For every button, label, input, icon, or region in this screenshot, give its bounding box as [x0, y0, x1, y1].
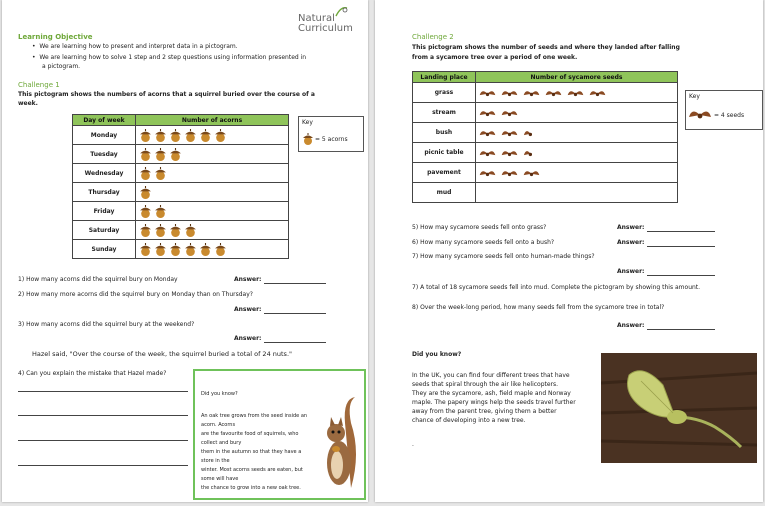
half-sycamore-seed-icon	[523, 128, 532, 138]
day-cell: Monday	[73, 126, 136, 145]
acorn-icon	[139, 186, 152, 199]
question-5: 5) How may sycamore seeds fell onto grass?	[412, 224, 547, 231]
question-6-answer-line[interactable]	[647, 246, 715, 247]
question-8-answer-label: Answer:	[617, 322, 645, 329]
sycamore-seed-icon	[501, 108, 518, 118]
column-header-landing-place: Landing place	[413, 72, 476, 83]
sycamore-table-row	[413, 123, 678, 143]
acorn-table-row	[73, 221, 289, 240]
sycamore-table-row	[413, 183, 678, 203]
acorn-icon	[154, 243, 167, 256]
sycamore-seed-photo	[601, 353, 757, 463]
question-4: 4) Can you explain the mistake that Hazel made?	[18, 370, 167, 377]
question-7-mud: 7) A total of 18 sycamore seeds fell into mud. Complete the pictogram by showing this amount.	[412, 284, 701, 291]
acorn-key-value: = 5 acorns	[315, 136, 348, 143]
acorn-icons-cell	[136, 183, 289, 202]
seed-icons-cell	[476, 103, 678, 123]
did-you-know-oak-text: An oak tree grows from the seed inside an acorn. Acorns are the favourite food of squirrels, who collect and bury them in the autumn so that they have a store in the winter. Most acorns seeds are eaten, but some will have the chance to grow into a new oak tree.	[201, 413, 308, 491]
acorn-icon	[214, 129, 227, 142]
question-2-answer-line[interactable]	[264, 313, 326, 314]
sycamore-seed-icon	[567, 88, 584, 98]
did-you-know-oak-box	[193, 369, 366, 500]
acorn-icon	[184, 129, 197, 142]
left-worksheet-page	[2, 0, 368, 502]
acorn-key-icon	[302, 133, 314, 145]
question-8: 8) Over the week-long period, how many seeds fell from the sycamore tree in total?	[412, 304, 665, 311]
acorn-table-row	[73, 164, 289, 183]
challenge-1-intro-line2: week.	[18, 100, 38, 107]
question-2-answer-label: Answer:	[234, 306, 262, 313]
learning-objective-heading: Learning Objective	[18, 33, 93, 41]
landing-place-cell: mud	[413, 183, 476, 203]
question-2: 2) How many more acorns did the squirrel bury on Monday than on Thursday?	[18, 291, 253, 298]
sycamore-table-row	[413, 163, 678, 183]
landing-place-cell: picnic table	[413, 143, 476, 163]
objective-bullet-1: • We are learning how to present and interpret data in a pictogram.	[32, 43, 238, 50]
seed-key-icon	[688, 107, 712, 121]
seed-key-value: = 4 seeds	[714, 112, 745, 119]
question-5-answer-label: Answer:	[617, 224, 645, 231]
acorn-icon	[139, 224, 152, 237]
acorn-icons-cell	[136, 202, 289, 221]
question-4-answer-line-4[interactable]	[18, 465, 188, 466]
challenge-2-intro-line1: This pictogram shows the number of seeds and where they landed after falling	[412, 44, 680, 51]
acorn-table-row	[73, 145, 289, 164]
question-7-answer-line[interactable]	[647, 275, 715, 276]
sycamore-table-row	[413, 143, 678, 163]
sycamore-table-row	[413, 83, 678, 103]
squirrel-image	[321, 393, 361, 493]
sycamore-seed-icon	[523, 168, 540, 178]
logo-line-natural: Natural	[298, 13, 335, 24]
acorn-key-title: Key	[302, 119, 313, 126]
acorn-table-row	[73, 183, 289, 202]
landing-place-cell: bush	[413, 123, 476, 143]
acorn-icons-cell	[136, 126, 289, 145]
acorn-icon	[139, 129, 152, 142]
right-worksheet-page	[375, 0, 763, 502]
acorn-icon	[154, 167, 167, 180]
column-header-sycamore-seeds: Number of sycamore seeds	[476, 72, 678, 83]
question-8-answer-line[interactable]	[647, 329, 715, 330]
challenge-2-intro-line2: from a sycamore tree over a period of one week.	[412, 54, 578, 61]
seed-icons-cell	[476, 143, 678, 163]
question-6-answer-label: Answer:	[617, 239, 645, 246]
acorn-icons-cell	[136, 240, 289, 259]
acorn-table-row	[73, 126, 289, 145]
sycamore-seed-icon	[523, 88, 540, 98]
acorn-icon	[184, 243, 197, 256]
acorn-icon	[154, 205, 167, 218]
acorn-icon	[154, 148, 167, 161]
day-cell: Friday	[73, 202, 136, 221]
trailing-dot: .	[412, 441, 414, 448]
question-7: 7) How many sycamore seeds fell onto human-made things?	[412, 253, 595, 260]
landing-place-cell: stream	[413, 103, 476, 123]
challenge-1-intro-line1: This pictogram shows the numbers of acorns that a squirrel buried over the course of a	[18, 91, 315, 98]
seed-key-box	[685, 90, 763, 130]
day-cell: Thursday	[73, 183, 136, 202]
question-7-answer-label: Answer:	[617, 268, 645, 275]
acorn-table-row	[73, 240, 289, 259]
sycamore-seed-icon	[501, 128, 518, 138]
acorn-icon	[184, 224, 197, 237]
acorn-table-row	[73, 202, 289, 221]
sycamore-seed-icon	[479, 128, 496, 138]
seed-icons-cell	[476, 123, 678, 143]
day-cell: Sunday	[73, 240, 136, 259]
sycamore-seed-icon	[545, 88, 562, 98]
question-5-answer-line[interactable]	[647, 231, 715, 232]
question-4-answer-line-1[interactable]	[18, 391, 188, 392]
acorn-icons-cell	[136, 145, 289, 164]
day-cell: Wednesday	[73, 164, 136, 183]
challenge-1-heading: Challenge 1	[18, 81, 60, 89]
logo-line-curriculum: Curriculum	[298, 23, 353, 34]
half-sycamore-seed-icon	[523, 148, 532, 158]
landing-place-cell: pavement	[413, 163, 476, 183]
sycamore-seed-icon	[479, 88, 496, 98]
column-header-acorns: Number of acorns	[136, 115, 289, 126]
column-header-day: Day of week	[73, 115, 136, 126]
acorn-icon	[169, 148, 182, 161]
question-4-answer-line-3[interactable]	[18, 440, 188, 441]
acorn-icon	[199, 243, 212, 256]
seed-icons-cell	[476, 163, 678, 183]
question-4-answer-line-2[interactable]	[18, 415, 188, 416]
sycamore-pictogram-table	[412, 71, 678, 203]
acorn-icons-cell	[136, 164, 289, 183]
question-3-answer-line[interactable]	[264, 342, 326, 343]
sycamore-seed-icon	[501, 148, 518, 158]
acorn-icons-cell	[136, 221, 289, 240]
acorn-pictogram-table	[72, 114, 289, 259]
did-you-know-sycamore-text: In the UK, you can find four different trees that have seeds that spiral through the air like helicopters. They are the sycamore, ash, field maple and Norway maple. The papery wings help the seeds travel further away from the parent tree, giving them a better chance of developing into a new tree.	[412, 372, 576, 424]
day-cell: Saturday	[73, 221, 136, 240]
acorn-icon	[139, 243, 152, 256]
sycamore-table-row	[413, 103, 678, 123]
acorn-icon	[139, 167, 152, 180]
seed-key-title: Key	[689, 93, 700, 100]
acorn-icon	[154, 129, 167, 142]
acorn-icon	[139, 148, 152, 161]
sycamore-seed-icon	[589, 88, 606, 98]
did-you-know-sycamore-title: Did you know?	[412, 351, 462, 358]
acorn-icon	[154, 224, 167, 237]
did-you-know-oak-title: Did you know?	[201, 391, 238, 397]
objective-bullet-2: • We are learning how to solve 1 step and 2 step questions using information presented in	[32, 54, 307, 61]
sycamore-seed-icon	[501, 88, 518, 98]
acorn-icon	[214, 243, 227, 256]
question-3-answer-label: Answer:	[234, 335, 262, 342]
challenge-2-heading: Challenge 2	[412, 33, 454, 41]
sycamore-seed-icon	[479, 168, 496, 178]
sycamore-seed-icon	[501, 168, 518, 178]
leaf-swirl-icon	[334, 6, 348, 18]
hazel-statement: Hazel said, "Over the course of the week, the squirrel buried a total of 24 nuts."	[32, 350, 293, 358]
sycamore-seed-icon	[479, 148, 496, 158]
question-1-answer-line[interactable]	[264, 283, 326, 284]
sycamore-seed-icon	[479, 108, 496, 118]
acorn-icon	[139, 205, 152, 218]
day-cell: Tuesday	[73, 145, 136, 164]
sycamore-seed-image	[601, 353, 757, 463]
acorn-icon	[169, 224, 182, 237]
landing-place-cell: grass	[413, 83, 476, 103]
objective-bullet-2-continued: a pictogram.	[42, 63, 81, 70]
acorn-icon	[199, 129, 212, 142]
question-6: 6) How many sycamore seeds fell onto a bush?	[412, 239, 555, 246]
seed-icons-cell[interactable]	[476, 183, 678, 203]
question-1: 1) How many acorns did the squirrel bury on Monday	[18, 276, 178, 283]
acorn-key-box	[298, 116, 364, 152]
question-3: 3) How many acorns did the squirrel bury at the weekend?	[18, 321, 195, 328]
acorn-icon	[169, 243, 182, 256]
natural-curriculum-logo	[298, 6, 360, 34]
question-1-answer-label: Answer:	[234, 276, 262, 283]
acorn-icon	[169, 129, 182, 142]
seed-icons-cell	[476, 83, 678, 103]
